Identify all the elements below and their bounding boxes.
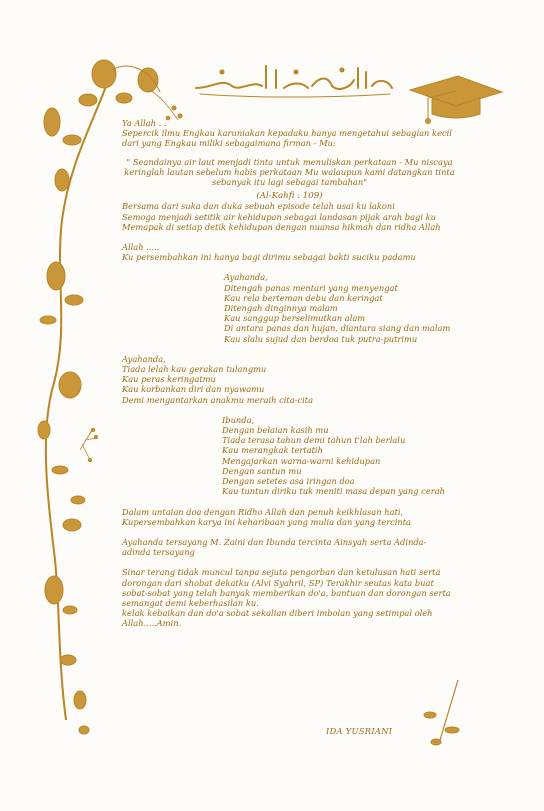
text-line: Sepercik ilmu Engkau karuniakan kepadaku hanya mengetahui sebagian kecil bbox=[122, 128, 452, 139]
flower-icon bbox=[92, 60, 116, 88]
paragraph bbox=[122, 201, 457, 232]
text-line: Tiada terasa tahun demi tahun t'lah berlalu bbox=[222, 435, 406, 446]
text-line: Ku persembahkan ini hanya bagi dirimu sebagai bakti suciku padamu bbox=[122, 252, 416, 263]
mother-poem bbox=[122, 415, 457, 497]
arabic-calligraphy bbox=[192, 58, 397, 98]
text-line: Di antara panas dan hujan, diantara siang dan malam bbox=[224, 323, 451, 334]
graduation-cap-icon bbox=[410, 76, 502, 124]
text-line: Tiada lelah kau gerakan tulangmu bbox=[122, 364, 267, 375]
quote-block bbox=[122, 157, 457, 188]
text-line: Semoga menjadi setitik air kehidupan sebagai landasan pijak arah bagi ku bbox=[122, 211, 437, 222]
text-line: Kau merangkak tertatih bbox=[222, 445, 323, 456]
text-line: Ditengah panas mentari yang menyengat bbox=[224, 282, 398, 293]
text-line: adinda tersayang bbox=[122, 547, 195, 558]
tulip-icon bbox=[47, 262, 65, 290]
text-line: Ibunda, bbox=[222, 414, 255, 425]
text-line: Kau peras keringatmu bbox=[122, 374, 216, 385]
text-line: Ditengah dinginnya malam bbox=[224, 303, 338, 314]
text-line: Bersama dari suka dan duka sebuah episode telah usai ku lakoni bbox=[122, 201, 395, 212]
paragraph bbox=[122, 567, 457, 628]
text-line: Memapak di setiap detik kehidupan dengan nuansa hikmah dan ridha Allah bbox=[122, 221, 441, 232]
text-line: Dengan setetes asa iringan doa bbox=[222, 476, 355, 487]
author-signature: IDA YUSRIANI bbox=[326, 726, 393, 736]
text-line: Dengan santun mu bbox=[222, 465, 302, 476]
text-line: Ayahanda, bbox=[122, 353, 166, 364]
tulip-icon bbox=[45, 576, 63, 604]
text-line: Allah.....Amin. bbox=[122, 618, 182, 629]
intro-block bbox=[122, 118, 457, 149]
text-line: Kau rela berteman debu dan keringat bbox=[224, 292, 383, 303]
text-line: Ayahanda, bbox=[224, 272, 268, 283]
text-line: Allah ..... bbox=[122, 242, 160, 253]
tulip-icon bbox=[44, 108, 60, 136]
text-line: dorongan dari shobat dekatku (Alvi Syahril, SP) Terakhir seutas kata buat bbox=[122, 577, 434, 588]
text-line: Dalam untaian doa dengan Ridho Allah dan penuh keikhlasan hati, bbox=[122, 506, 404, 517]
father-poem-2 bbox=[122, 354, 457, 405]
paragraph bbox=[122, 507, 457, 527]
text-line: Mengajarkan warna-warni kehidupan bbox=[222, 455, 381, 466]
text-line: kelak kebaikan dan do'a sobat sekalian diberi imbolan yang setimpal oleh bbox=[122, 608, 433, 619]
dedication-text bbox=[122, 118, 457, 639]
text-line: Kau korbankan diri dan nyawamu bbox=[122, 384, 265, 395]
verse-reference: (Al-Kahfi : 109) bbox=[256, 191, 323, 202]
text-line: Dengan belaian kasih mu bbox=[222, 425, 329, 436]
text-line: sebanyak itu lagi sebagai tambahan" bbox=[211, 177, 368, 188]
text-line: Kau sanggup berselimutkan alam bbox=[224, 313, 366, 324]
leaf-icon bbox=[424, 712, 436, 718]
text-line: sobat-sobat yang telah banyak memberikan do'a, bantuan dan dorongan serta bbox=[122, 587, 451, 598]
text-line: Kupersembahkan karya ini keharibaan yang mulia dan yang tercinta bbox=[122, 516, 411, 527]
text-line: Ya Allah . . bbox=[122, 118, 167, 128]
text-line: Sinar terang tidak muncul tanpa sejuta pengorban dan ketulusan hati serta bbox=[122, 567, 441, 578]
text-line: keringlah lautan sebelum habis perkataan Mu walaupun kami datangkan tinta bbox=[124, 166, 455, 177]
text-line: Kau slalu sujud dan berdoa tuk putra-putrimu bbox=[224, 333, 418, 344]
father-poem bbox=[122, 272, 457, 343]
text-line: Ayahanda tersayang M. Zaini dan Ibunda tercinta Ainsyah serta Adinda- bbox=[122, 536, 427, 547]
text-line: " Seandainya air laut menjadi tinta untuk menuliskan perkataan - Mu niscaya bbox=[126, 156, 453, 167]
text-line: Kau tuntun diriku tuk meniti masa depan yang cerah bbox=[222, 486, 445, 497]
paragraph bbox=[122, 537, 457, 557]
text-line: semangat demi keberhasilan ku. bbox=[122, 597, 259, 608]
paragraph bbox=[122, 242, 457, 262]
text-line: Demi mengantarkan anakmu meraih cita-cita bbox=[122, 394, 314, 405]
text-line: dari yang Engkau miliki sebagaimana firman - Mu: bbox=[122, 138, 336, 149]
